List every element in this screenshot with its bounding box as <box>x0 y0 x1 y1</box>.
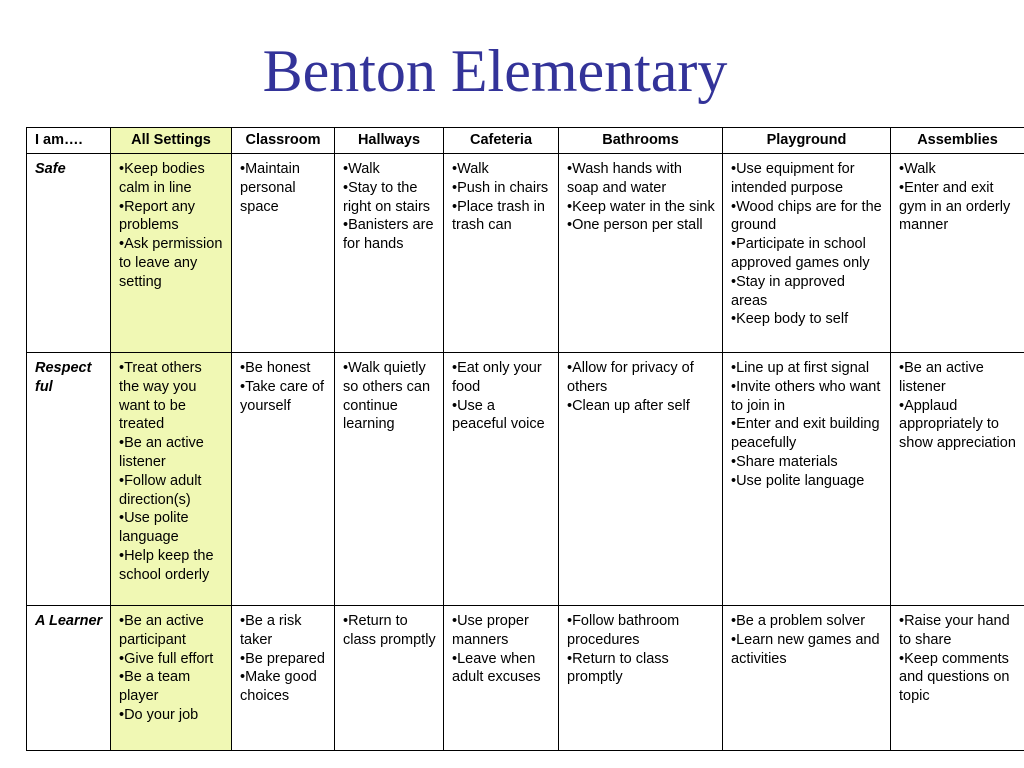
table-row <box>27 353 1024 606</box>
expectation-item: •Stay to the right on stairs <box>343 179 431 215</box>
expectation-list <box>899 160 1017 235</box>
expectation-item: •Be a team player <box>119 669 191 705</box>
expectation-item: •Walk <box>899 161 936 177</box>
expectation-item: •Raise your hand to share <box>899 613 1010 648</box>
expectation-item: •Participate in school approved games only <box>731 236 870 271</box>
expectation-item: •Give full effort <box>119 650 214 667</box>
expectation-list <box>240 359 327 415</box>
expectation-list <box>567 612 715 687</box>
expectation-item: •Leave when adult excuses <box>452 650 541 686</box>
table-cell <box>232 353 335 606</box>
expectation-list <box>343 612 436 650</box>
expectation-item: •Do your job <box>119 706 199 723</box>
table-cell <box>559 154 723 353</box>
row-label: A Learner <box>27 606 111 751</box>
table-cell <box>232 154 335 353</box>
expectation-item: •Be honest <box>240 360 311 376</box>
expectation-list <box>899 612 1017 706</box>
expectation-list <box>343 160 436 254</box>
table-cell <box>891 154 1024 353</box>
expectation-item: •Keep bodies calm in line <box>119 161 205 196</box>
expectation-list <box>343 359 436 434</box>
page-title: Benton Elementary <box>262 38 728 104</box>
expectation-list <box>119 160 224 292</box>
expectation-item: •Banisters are for hands <box>343 217 434 253</box>
expectation-item: •Keep water in the sink <box>567 198 715 215</box>
expectation-list <box>899 359 1017 453</box>
expectation-list <box>240 160 327 216</box>
expectation-item: •Allow for privacy of others <box>567 360 694 395</box>
row-label: Respect ful <box>27 353 111 606</box>
table-cell <box>891 606 1024 751</box>
expectation-item: •Use polite language <box>731 472 865 489</box>
expectation-item: •Be a problem solver <box>731 613 866 629</box>
table-cell <box>111 353 232 606</box>
expectation-item: •Be an active participant <box>119 613 204 648</box>
expectation-item: •Return to class promptly <box>343 613 436 648</box>
expectation-item: •Follow bathroom procedures <box>567 613 680 648</box>
expectation-item: •Place trash in trash can <box>452 198 545 234</box>
expectation-item: •Learn new games and activities <box>731 631 880 667</box>
table-row <box>27 154 1024 353</box>
table-cell <box>444 154 559 353</box>
table-cell <box>559 353 723 606</box>
expectation-item: •Wash hands with soap and water <box>567 161 682 196</box>
expectation-item: •Use a peaceful voice <box>452 397 545 433</box>
expectations-matrix <box>26 127 1024 751</box>
expectation-item: •Keep comments and questions on topic <box>899 650 1010 705</box>
column-header: Bathrooms <box>559 128 723 154</box>
expectation-list <box>240 612 327 706</box>
expectation-item: •Ask permission to leave any setting <box>119 236 223 290</box>
table-cell <box>559 606 723 751</box>
expectation-item: •Use proper manners <box>452 613 529 648</box>
table-cell <box>891 353 1024 606</box>
expectation-list <box>567 359 715 415</box>
expectation-item: •Use equipment for intended purpose <box>731 161 855 196</box>
table-cell <box>232 606 335 751</box>
expectation-item: •Walk <box>343 161 380 177</box>
column-header: Playground <box>723 128 891 154</box>
column-header: Hallways <box>335 128 444 154</box>
expectation-item: •Help keep the school orderly <box>119 547 214 583</box>
expectation-item: •Treat others the way you want to be treated <box>119 360 202 433</box>
row-label: Safe <box>27 154 111 353</box>
expectation-item: •Be prepared <box>240 650 325 667</box>
table-cell <box>723 353 891 606</box>
table-cell <box>335 606 444 751</box>
expectation-item: •Maintain personal space <box>240 161 300 215</box>
table-row <box>27 606 1024 751</box>
expectation-item: •Walk quietly so others can continue learning <box>343 360 431 433</box>
expectation-item: •Wood chips are for the ground <box>731 198 882 234</box>
expectation-list <box>452 160 551 235</box>
header-row <box>27 128 1024 154</box>
expectation-list <box>452 359 551 434</box>
expectation-item: •Line up at first signal <box>731 360 870 376</box>
expectation-list <box>731 359 883 491</box>
table-cell <box>444 353 559 606</box>
expectation-item: •Make good choices <box>240 669 317 705</box>
expectation-item: •Enter and exit building peacefully <box>731 416 880 452</box>
table-cell <box>444 606 559 751</box>
expectation-item: •Be an active listener <box>899 360 984 395</box>
expectation-item: •Be an active listener <box>119 435 204 470</box>
expectation-item: •Clean up after self <box>567 397 690 414</box>
column-header: Classroom <box>232 128 335 154</box>
expectation-item: •Keep body to self <box>731 311 849 328</box>
column-header: All Settings <box>111 128 232 154</box>
expectation-list <box>119 612 224 725</box>
table-cell <box>335 353 444 606</box>
expectation-item: •Enter and exit gym in an orderly manner <box>899 179 1011 234</box>
expectation-item: •Eat only your food <box>452 360 542 395</box>
expectation-item: •Be a risk taker <box>240 613 302 648</box>
expectation-item: •One person per stall <box>567 217 703 234</box>
table-cell <box>723 154 891 353</box>
expectation-item: •Walk <box>452 161 489 177</box>
expectation-item: •Report any problems <box>119 198 196 234</box>
expectation-item: •Invite others who want to join in <box>731 378 881 414</box>
expectation-list <box>119 359 224 585</box>
table-cell <box>335 154 444 353</box>
column-header: I am…. <box>27 128 111 154</box>
table-cell <box>111 154 232 353</box>
expectation-item: •Follow adult direction(s) <box>119 472 202 508</box>
expectation-item: •Return to class promptly <box>567 650 669 686</box>
column-header: Assemblies <box>891 128 1024 154</box>
expectation-item: •Share materials <box>731 453 838 470</box>
column-header: Cafeteria <box>444 128 559 154</box>
expectation-list <box>731 612 883 668</box>
expectation-item: •Take care of yourself <box>240 378 325 414</box>
expectation-list <box>452 612 551 687</box>
expectation-list <box>567 160 715 235</box>
expectation-item: •Use polite language <box>119 510 189 546</box>
expectation-list <box>731 160 883 329</box>
expectation-item: •Push in chairs <box>452 179 549 196</box>
expectation-item: •Applaud appropriately to show appreciation <box>899 397 1016 452</box>
expectation-item: •Stay in approved areas <box>731 273 845 309</box>
table-cell <box>111 606 232 751</box>
table-cell <box>723 606 891 751</box>
